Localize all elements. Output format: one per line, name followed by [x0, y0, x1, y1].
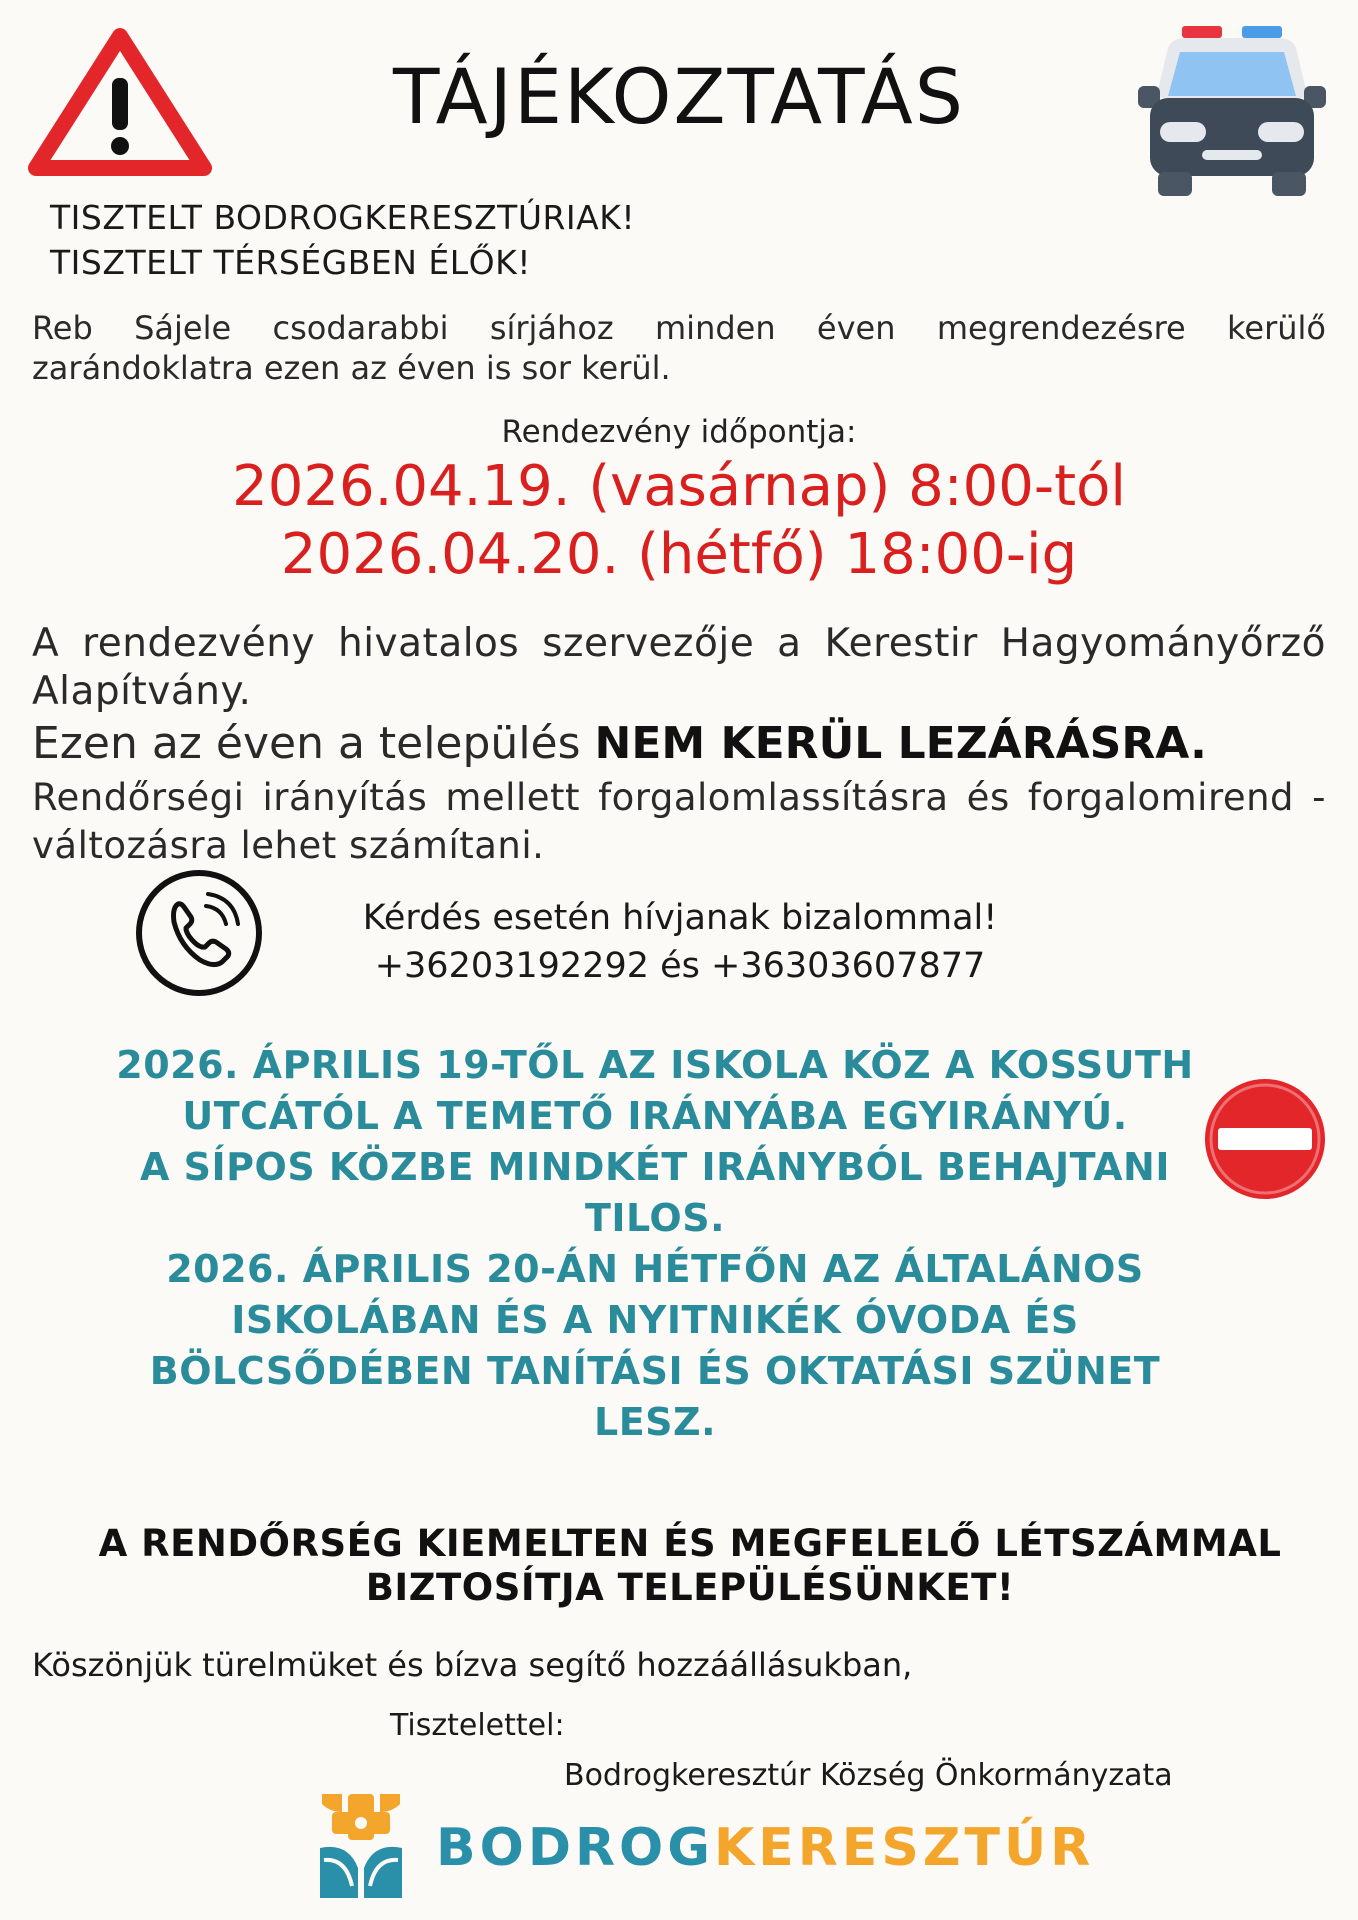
- organizer-paragraph: A rendezvény hivatalos szervezője a Kerestir Hagyományőrző Alapítvány.: [32, 621, 1326, 714]
- greeting-line-1: TISZTELT BODROGKERESZTÚRIAK!: [50, 198, 636, 237]
- logo-part-2: KERESZTÚR: [713, 1818, 1095, 1878]
- contact-text: Kérdés esetén hívjanak bizalommal!: [362, 898, 998, 938]
- police-line-2: BIZTOSÍTJA TELEPÜLÉSÜNKET!: [365, 1566, 1015, 1609]
- traffic-emphasis: NEM KERÜL LEZÁRÁSRA.: [594, 718, 1207, 769]
- notice-line-1: 2026. ÁPRILIS 19-TŐL AZ ISKOLA KÖZ A KOSSUTH: [116, 1043, 1194, 1087]
- logo-wordmark: [436, 1818, 1094, 1878]
- event-start-date: 2026.04.19. (vasárnap) 8:00-tól: [232, 454, 1126, 519]
- notice-line-4: TILOS.: [584, 1196, 726, 1240]
- traffic-headline: [32, 718, 1207, 769]
- logo-part-1: BODROG: [436, 1818, 714, 1878]
- notice-line-3: A SÍPOS KÖZBE MINDKÉT IRÁNYBÓL BEHAJTANI: [140, 1145, 1170, 1189]
- regards-text: Tisztelettel:: [390, 1708, 565, 1743]
- notice-line-6: ISKOLÁBAN ÉS A NYITNIKÉK ÓVODA ÉS: [231, 1298, 1079, 1342]
- police-line-1: A RENDŐRSÉG KIEMELTEN ÉS MEGFELELŐ LÉTSZÁMMAL: [98, 1522, 1282, 1565]
- notice-line-7: BÖLCSŐDÉBEN TANÍTÁSI ÉS OKTATÁSI SZÜNET: [149, 1349, 1161, 1393]
- greeting-line-2: TISZTELT TÉRSÉGBEN ÉLŐK!: [50, 243, 531, 282]
- traffic-detail: Rendőrségi irányítás mellett forgalomlassításra és forgalomirend -változásra lehet számítani.: [32, 776, 1326, 867]
- notice-line-8: LESZ.: [593, 1400, 717, 1444]
- phone-icon: [134, 868, 264, 998]
- police-statement: [0, 1522, 1358, 1610]
- traffic-notice: [100, 1040, 1210, 1448]
- thanks-text: Köszönjük türelmüket és bízva segítő hozzáállásukban,: [32, 1646, 913, 1684]
- notice-line-5: 2026. ÁPRILIS 20-ÁN HÉTFŐN AZ ÁLTALÁNOS: [166, 1247, 1144, 1291]
- logo-icon: [318, 1790, 404, 1902]
- page-title: TÁJÉKOZTATÁS: [393, 52, 965, 141]
- notice-line-2: UTCÁTÓL A TEMETŐ IRÁNYÁBA EGYIRÁNYÚ.: [182, 1094, 1128, 1138]
- signature-text: Bodrogkeresztúr Község Önkormányzata: [564, 1758, 1173, 1793]
- event-date-label: Rendezvény időpontja:: [501, 414, 857, 450]
- event-end-date: 2026.04.20. (hétfő) 18:00-ig: [280, 522, 1078, 587]
- no-entry-icon: [1202, 1076, 1328, 1202]
- intro-paragraph: Reb Sájele csodarabbi sírjához minden éven megrendezésre kerülő zarándoklatra ezen az éven is sor kerül.: [32, 309, 1326, 387]
- traffic-lead: Ezen az éven a település: [32, 718, 581, 769]
- contact-phones: +36203192292 és +36303607877: [374, 946, 986, 986]
- police-car-icon: [1138, 22, 1326, 200]
